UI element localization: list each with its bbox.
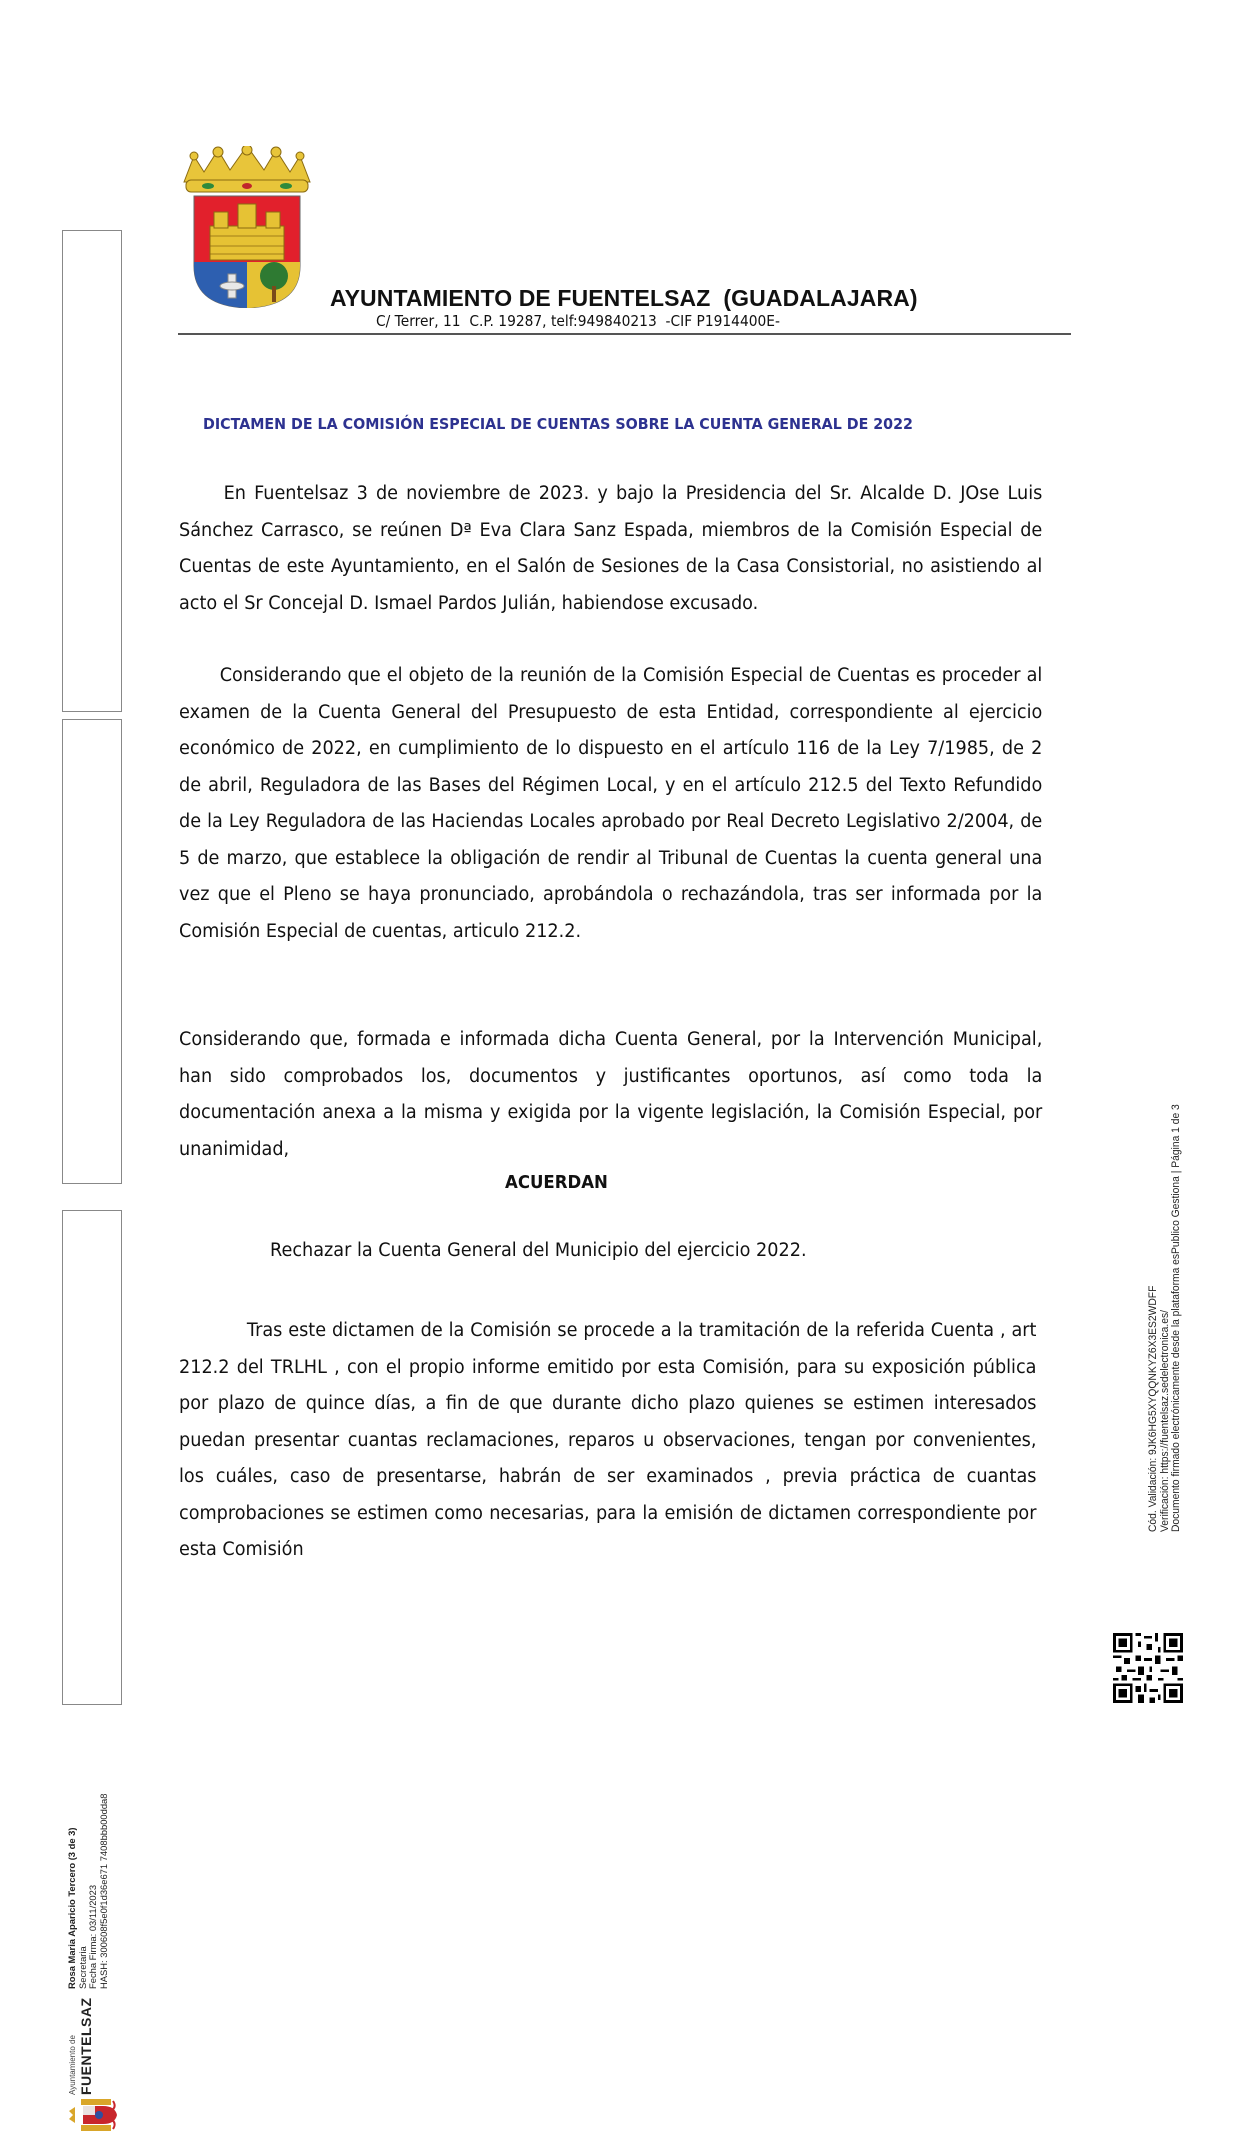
qr-code-icon[interactable]: [1113, 1633, 1183, 1703]
signer-name: Rosa Maria Aparicio Tercero (3 de 3): [66, 1827, 77, 1989]
municipality-label: FUENTELSAZ: [78, 1997, 94, 2095]
paragraph-considering-object: Considerando que el objeto de la reunión de la Comisión Especial de Cuentas es proceder al examen de la Cuenta General del Presupuesto de esta Entidad, correspondiente al ejercicio económico de 2022, en cumplimiento de lo dispuesto en el artículo 116 de la Ley 7/1985, de 2 de abril, Reguladora de las Bases del Régimen Local, y en el artículo 212.5 del Texto Refundido de la Ley Reguladora de las Haciendas Locales aprobado por Real Decreto Legislativo 2/2004, de 5 de marzo, que establece la obligación de rendir al Tribunal de Cuentas la cuenta general una vez que el Pleno se haya pronunciado, aprobándola o rechazándola, tras ser informada por la Comisión Especial de cuentas, articulo 212.2.: [179, 665, 1043, 942]
signature-stamp-3: [62, 1210, 122, 2095]
verification-url[interactable]: Verificación: https://fuentelsaz.sedelectronica.es/: [1158, 1310, 1171, 1532]
signer-role: Secretaria: [76, 1946, 88, 1989]
resolution-text: Rechazar la Cuenta General del Municipio del ejercicio 2022.: [270, 1240, 807, 1261]
platform-note: Documento firmado electrónicamente desde la plataforma esPublico Gestiona | Página 1 de 3: [1170, 1104, 1183, 1532]
ayuntamiento-label: Ayuntamiento de: [68, 2035, 77, 2095]
header-divider: [178, 333, 1071, 335]
document-title: DICTAMEN DE LA COMISIÓN ESPECIAL DE CUENTAS SOBRE LA CUENTA GENERAL DE 2022: [203, 415, 913, 433]
signature-hash: HASH: 300608f5e0f1d36e671 7408bbb00dda8: [97, 1793, 109, 1989]
spain-coat-of-arms-icon: [67, 2097, 119, 2133]
acuerdan-heading: ACUERDAN: [505, 1172, 608, 1193]
verification-block: [1148, 1092, 1183, 1532]
validation-code: Cód. Validación: 9JK6HG5XYQQNKYZ6X3ES2WDFF: [1147, 1285, 1159, 1532]
paragraph-meeting: En Fuentelsaz 3 de noviembre de 2023. y bajo la Presidencia del Sr. Alcalde D. JOse Luis Sánchez Carrasco, se reúnen Dª Eva Clara Sanz Espada, miembros de la Comisión Especial de Cuentas de este Ayuntamiento, en el Salón de Sesiones de la Casa Consistorial, no asistiendo al acto el Sr Concejal D. Ismael Pardos Julián, habiendose excusado.: [179, 483, 1043, 614]
organization-name: AYUNTAMIENTO DE FUENTELSAZ (GUADALAJARA): [330, 285, 918, 311]
paragraph-tramitacion: Tras este dictamen de la Comisión se procede a la tramitación de la referida Cuenta , art 212.2 del TRLHL , con el propio informe emitido por esta Comisión, para su exposición pública por plazo de quince días, a fin de que durante dicho plazo quienes se estimen interesados puedan presentar cuantas reclamaciones, reparos u observaciones, tengan por convenientes, los cuáles, caso de presentarse, habrán de ser examinados , previa práctica de cuantas comprobaciones se estimen como necesarias, para la emisión de dictamen correspondiente por esta Comisión: [179, 1320, 1037, 1560]
paragraph-considering-formed: Considerando que, formada e informada dicha Cuenta General, por la Intervención Municipal, han sido comprobados los, documentos y justificantes oportunos, así como toda la documentación anexa a la misma y exigida por la vigente legislación, la Comisión Especial, por unanimidad,: [179, 1029, 1043, 1160]
signature-stamp-2-empty: [62, 719, 122, 1184]
municipal-coat-of-arms-icon: [178, 146, 316, 308]
signature-date: Fecha Firma: 03/11/2023: [87, 1884, 99, 1989]
organization-address: C/ Terrer, 11 C.P. 19287, telf:949840213 -CIF P1914400E-: [376, 312, 780, 330]
signature-stamp-1: [62, 230, 122, 712]
